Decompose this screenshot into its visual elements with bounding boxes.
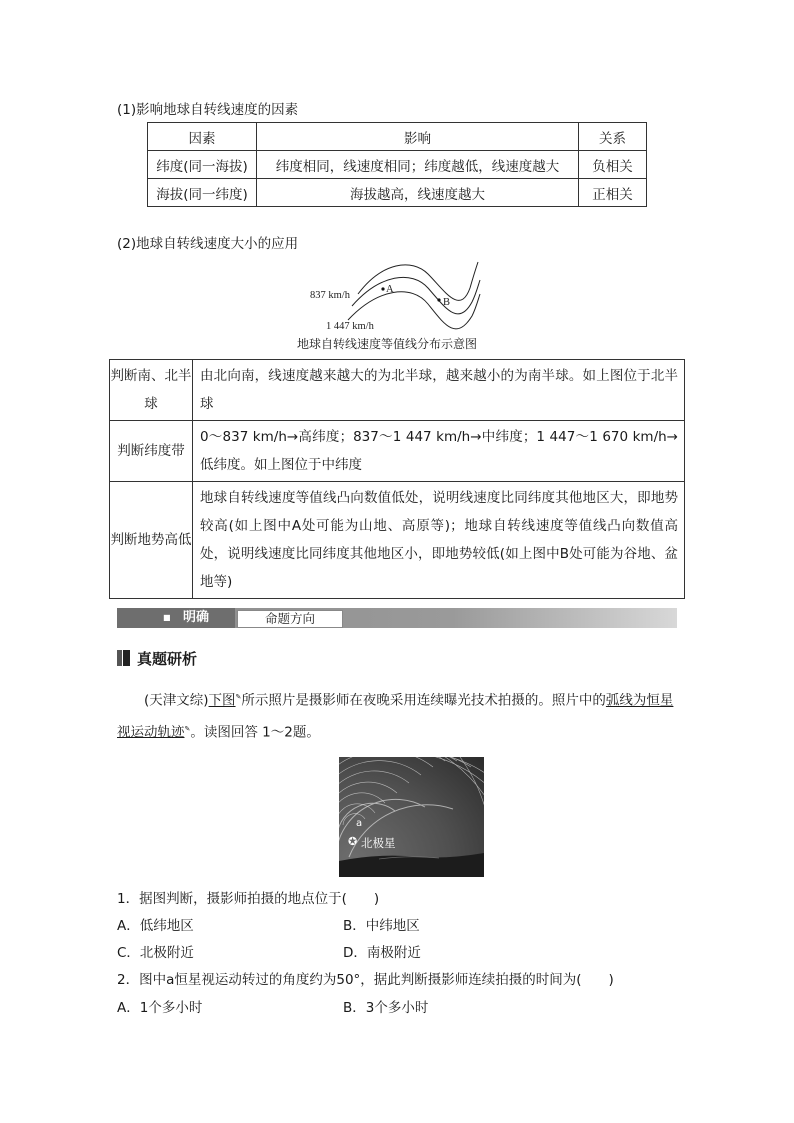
intro-link-figure: 下图 — [208, 692, 236, 709]
table-header-cell: 关系 — [579, 123, 647, 151]
point-b-dot — [437, 298, 440, 301]
table-header-cell: 因素 — [148, 123, 257, 151]
table-row-label: 判断纬度带 — [110, 421, 193, 482]
table-header-row — [148, 123, 647, 151]
intro-link-trail: 弧线为恒星视运动轨迹 — [117, 692, 674, 740]
question-1-stem: 1．据图判断，摄影师拍摄的地点位于( ) — [117, 891, 380, 907]
factors-table — [147, 122, 647, 207]
question-1-option-a: A．低纬地区 — [117, 918, 194, 934]
question-1-option-d: D．南极附近 — [343, 945, 421, 961]
table-row-content: 由北向南，线速度越来越大的为北半球，越来越小的为南半球。如上图位于北半球 — [193, 360, 685, 421]
isoline-837 — [358, 262, 478, 300]
point-a-label: A — [386, 284, 394, 295]
table-row — [148, 179, 647, 207]
question-2-option-a: A．1个多小时 — [117, 1000, 203, 1016]
band-left — [117, 608, 235, 628]
speed-isoline-diagram — [300, 258, 490, 338]
table-row-content: 0～837 km/h→高纬度；837～1 447 km/h→中纬度；1 447～1 670 km/h→低纬度。如上图位于中纬度 — [193, 421, 685, 482]
table-cell: 正相关 — [579, 179, 647, 207]
isoline-middle — [352, 277, 480, 314]
table-cell: 纬度(同一海拔) — [148, 151, 257, 179]
title-marker-icon — [117, 650, 131, 666]
table-cell: 负相关 — [579, 151, 647, 179]
intro-suffix: 。读图回答 1～2题。 — [190, 724, 320, 740]
application-table — [109, 359, 685, 599]
table-row-label: 判断南、北半球 — [110, 360, 193, 421]
star-icon: ✪ — [348, 835, 358, 848]
table-row-label: 判断地势高低 — [110, 482, 193, 599]
point-a-dot — [381, 287, 384, 290]
section2-heading: (2)地球自转线速度大小的应用 — [117, 236, 299, 252]
band-square-icon: ■ — [163, 613, 171, 622]
intro-mid: 所示照片是摄影师在夜晚采用连续曝光技术拍摄的。照片中的 — [241, 692, 606, 709]
table-cell: 海拔越高，线速度越大 — [257, 179, 579, 207]
star-trail-image — [339, 757, 484, 877]
label-837: 837 km/h — [310, 290, 350, 301]
question-2-stem: 2．图中a恒星视运动转过的角度约为50°，据此判断摄影师连续拍摄的时间为( ) — [117, 972, 614, 988]
question-1-option-c: C．北极附近 — [117, 945, 194, 961]
table-row — [110, 482, 685, 599]
zhenti-title: 真题研析 — [137, 650, 198, 668]
band-right-label: 命题方向 — [237, 610, 343, 628]
note-icon: ✎ — [235, 693, 242, 701]
table-row — [110, 360, 685, 421]
diagram-caption: 地球自转线速度等值线分布示意图 — [297, 337, 478, 351]
table-cell: 海拔(同一纬度) — [148, 179, 257, 207]
table-row — [110, 421, 685, 482]
table-row — [148, 151, 647, 179]
question-2-option-b: B．3个多小时 — [343, 1000, 429, 1016]
table-row-content: 地球自转线速度等值线凸向数值低处，说明线速度比同纬度其他地区大，即地势较高(如上图中A处可能为山地、高原等)；地球自转线速度等值线凸向数值高处，说明线速度比同纬度其他地区小，即地势较低(如上图中B处可能为谷地、盆地等) — [193, 482, 685, 599]
zhenti-intro — [117, 683, 677, 746]
star-trail-photo — [339, 757, 484, 877]
note-icon: ✎ — [184, 724, 191, 733]
question-1-option-b: B．中纬地区 — [343, 918, 420, 934]
section1-heading: (1)影响地球自转线速度的因素 — [117, 102, 299, 118]
star-a-label: a — [356, 818, 363, 829]
band-left-label: 明确 — [183, 610, 210, 625]
label-1447: 1 447 km/h — [326, 321, 374, 332]
point-b-label: B — [443, 297, 451, 308]
table-header-cell: 影响 — [257, 123, 579, 151]
table-cell: 纬度相同，线速度相同；纬度越低，线速度越大 — [257, 151, 579, 179]
polaris-label: 北极星 — [361, 836, 396, 850]
intro-prefix: (天津文综) — [144, 692, 209, 709]
